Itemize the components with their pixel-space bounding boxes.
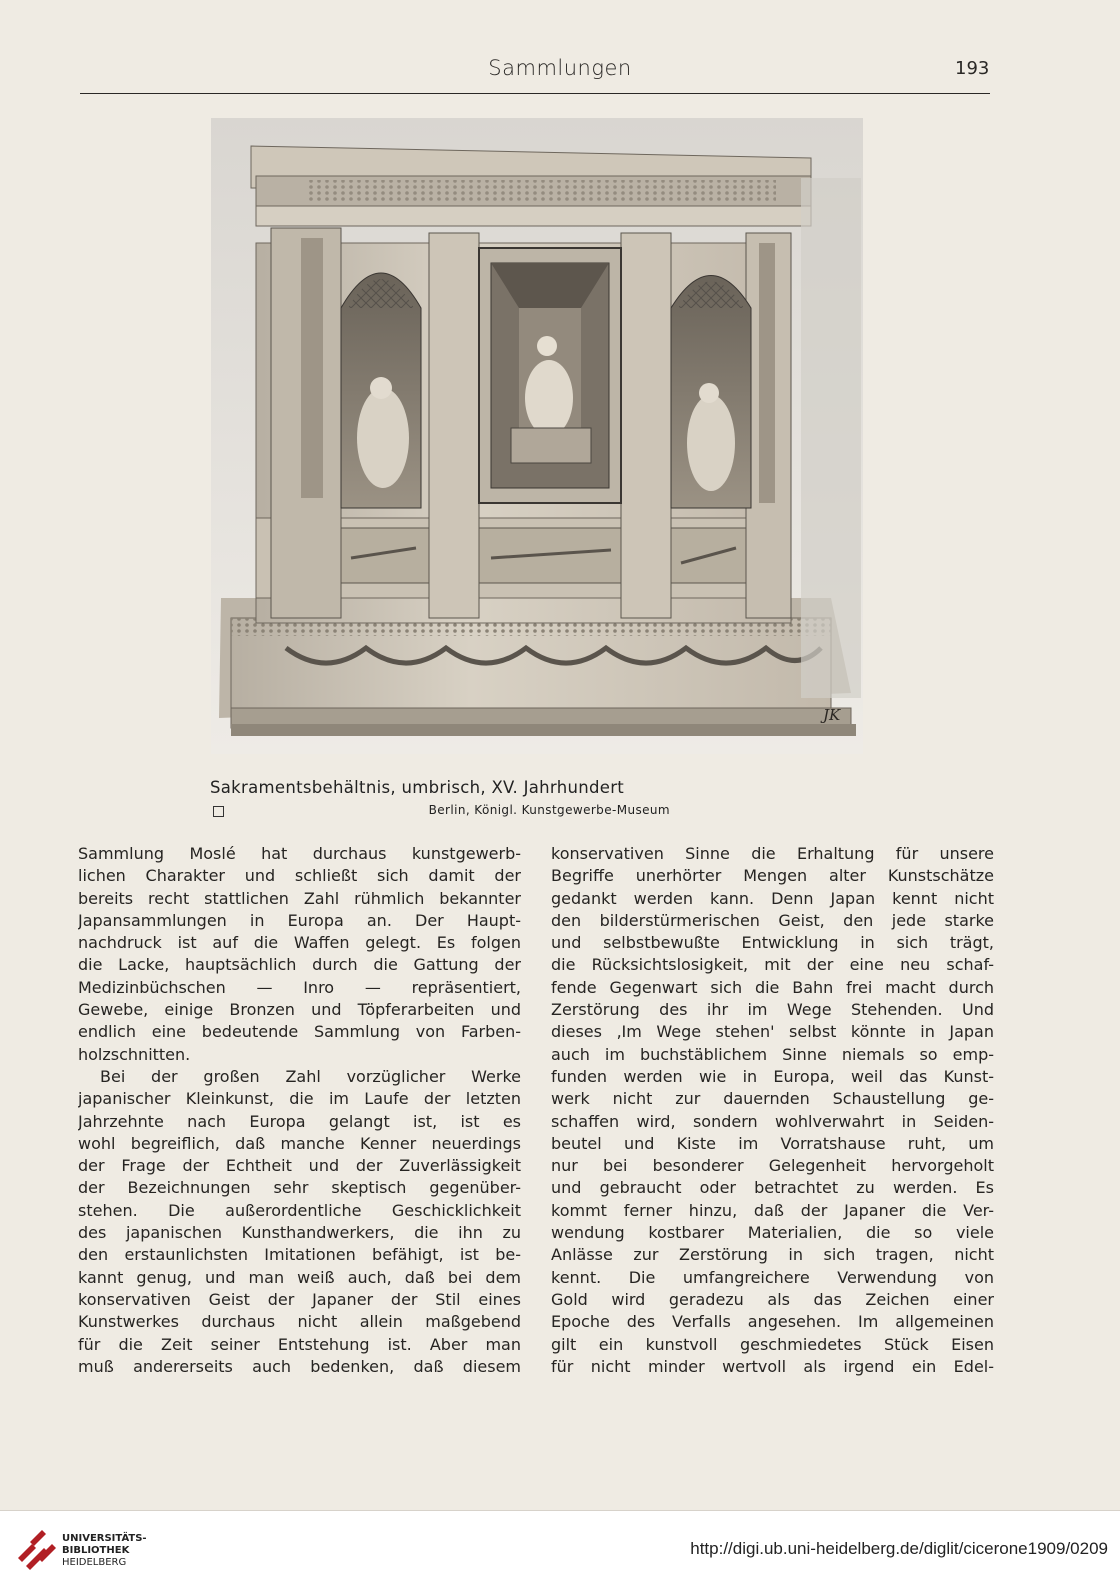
text-line: nur bei besonderer Gelegenheit hervorgeholt	[551, 1156, 994, 1176]
text-line: für die Zeit seiner Entstehung ist. Aber man	[78, 1334, 521, 1354]
header-rule	[80, 93, 990, 94]
text-line: gedankt werden kann. Denn Japan kennt nicht	[551, 888, 994, 908]
text-line: holzschnitten.	[78, 1044, 191, 1064]
text-line: den erstaunlichsten Imitationen befähigt, ist be-	[78, 1245, 521, 1265]
tabernacle-illustration	[211, 118, 863, 754]
text-line: japanischer Kleinkunst, die im Laufe der letzten	[78, 1089, 521, 1109]
library-name-line: UNIVERSITÄTS-	[62, 1533, 147, 1544]
text-line: Japansammlungen in Europa an. Der Haupt-	[78, 910, 521, 930]
text-column-left	[78, 843, 521, 1378]
text-line: und selbstbewußte Entwicklung in sich trägt,	[551, 933, 994, 953]
text-line: Sammlung Moslé hat durchaus kunstgewerb-	[78, 844, 521, 863]
artist-monogram: JK	[823, 706, 841, 724]
text-line: Gewebe, einige Bronzen und Töpferarbeiten und	[78, 1000, 521, 1020]
text-line: werk nicht zur dauernden Schaustellung ge-	[551, 1089, 994, 1109]
page-number: 193	[955, 58, 990, 79]
running-header-title: Sammlungen	[488, 56, 632, 80]
text-line: bereits recht stattlichen Zahl rühmlich bekannter	[78, 888, 521, 908]
figure-caption-title: Sakramentsbehältnis, umbrisch, XV. Jahrhundert	[210, 778, 625, 797]
figure-caption-credit: Berlin, Königl. Kunstgewerbe-Museum	[428, 803, 670, 817]
text-line: auch im buchstäblichem Sinne niemals so emp-	[551, 1044, 994, 1064]
viewer-footer	[0, 1510, 1120, 1592]
text-line: die Lacke, hauptsächlich durch die Gattung der	[78, 955, 521, 975]
text-line: endlich eine bedeutende Sammlung von Farben-	[78, 1022, 521, 1042]
text-line: für nicht minder wertvoll als irgend ein Edel-	[551, 1356, 994, 1376]
text-line: nachdruck ist auf die Waffen gelegt. Es folgen	[78, 933, 521, 953]
text-line: Kunstwerkes durchaus nicht allein maßgebend	[78, 1312, 521, 1332]
text-line: konservativen Sinne die Erhaltung für unsere	[551, 844, 994, 863]
text-line: wohl begreiflich, daß manche Kenner neuerdings	[78, 1133, 521, 1153]
text-line: der Bezeichnungen sehr skeptisch gegenüber-	[78, 1178, 521, 1198]
text-line: Gold wird geradezu als das Zeichen einer	[551, 1289, 994, 1309]
text-column-right	[551, 843, 994, 1378]
text-line: schaffen wird, sondern wohlverwahrt in Seiden-	[551, 1111, 994, 1131]
library-name-line: BIBLIOTHEK	[62, 1545, 130, 1556]
paragraph-left	[78, 843, 521, 1378]
text-line: dieses ‚Im Wege stehen' selbst könnte in Japan	[551, 1022, 994, 1042]
text-line: Medizinbüchschen — Inro — repräsentiert,	[78, 977, 521, 997]
text-line: Begriffe unerhörter Mengen alter Kunstschätze	[551, 866, 994, 886]
text-line: gilt ein kunstvoll geschmiedetes Stück Eisen	[551, 1334, 994, 1354]
text-line: lichen Charakter und schließt sich damit der	[78, 866, 521, 886]
text-line: beutel und Kiste im Vorratshause ruht, um	[551, 1133, 994, 1153]
figure-photograph	[211, 118, 863, 754]
text-line: kannt genug, und man weiß auch, daß bei dem	[78, 1267, 521, 1287]
text-line: Anlässe zur Zerstörung in sich tragen, nicht	[551, 1245, 994, 1265]
library-name-line: HEIDELBERG	[62, 1557, 127, 1568]
text-line: fende Gegenwart sich die Bahn frei macht durch	[551, 977, 994, 997]
text-line: Epoche des Verfalls angesehen. Im allgemeinen	[551, 1312, 994, 1332]
text-line: Jahrzehnte nach Europa gelangt ist, ist es	[78, 1111, 521, 1131]
text-line: des japanischen Kunsthandwerkers, die ihn zu	[78, 1223, 521, 1243]
text-line: konservativen Geist der Japaner der Stil eines	[78, 1289, 521, 1309]
text-line: der Frage der Echtheit und der Zuverlässigkeit	[78, 1156, 521, 1176]
text-line: wendung kostbarer Materialien, die so viele	[551, 1223, 994, 1243]
text-line: die Rücksichtslosigkeit, mit der eine neu schaf-	[551, 955, 994, 975]
text-line: stehen. Die außerordentliche Geschicklichkeit	[78, 1200, 521, 1220]
text-line: muß andererseits auch bedenken, daß diesem	[78, 1356, 521, 1376]
library-logo-icon[interactable]	[14, 1528, 58, 1572]
text-line: Zerstörung des ihr im Wege Stehenden. Und	[551, 1000, 994, 1020]
library-name[interactable]	[62, 1533, 147, 1569]
text-line: und gebraucht oder betrachtet zu werden. Es	[551, 1178, 994, 1198]
text-line: kennt. Die umfangreichere Verwendung von	[551, 1267, 994, 1287]
text-line: Bei der großen Zahl vorzüglicher Werke	[100, 1066, 521, 1086]
permalink-url[interactable]: http://digi.ub.uni-heidelberg.de/diglit/cicerone1909/0209	[690, 1539, 1108, 1558]
text-line: kommt ferner hinzu, daß der Japaner die Ver-	[551, 1200, 994, 1220]
text-line: funden werden wie in Europa, weil das Kunst-	[551, 1066, 994, 1086]
caption-square-marker	[213, 806, 224, 817]
paragraph-right	[551, 843, 994, 1378]
text-line: den bilderstürmerischen Geist, den jede starke	[551, 910, 994, 930]
